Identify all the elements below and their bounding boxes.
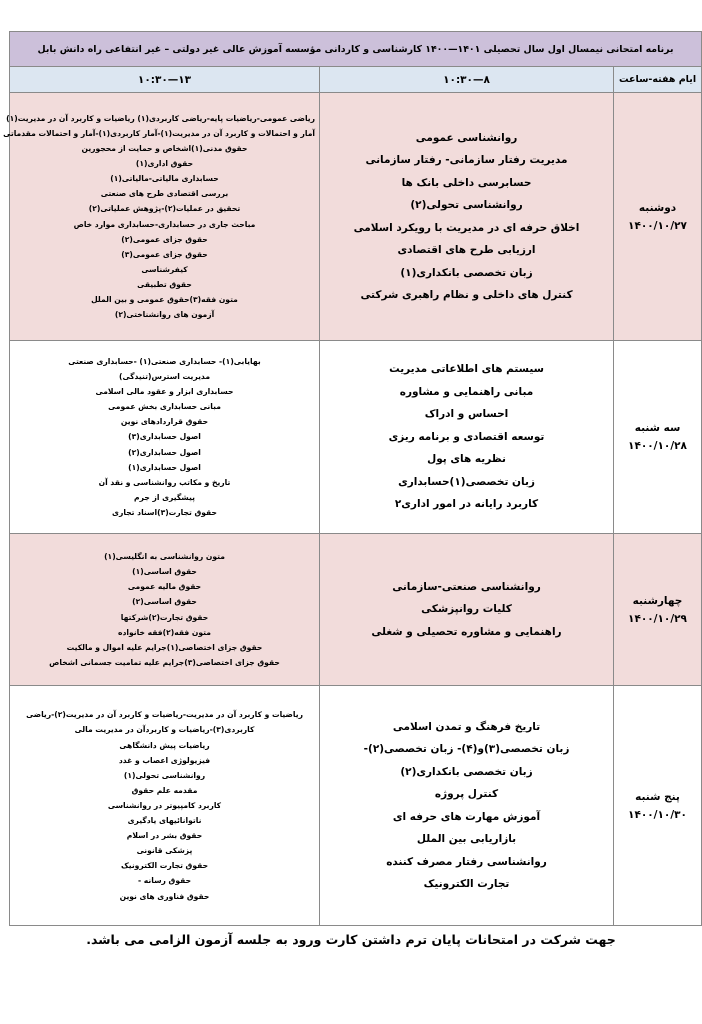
course-item: اصول حسابداری(۱) [128, 462, 201, 472]
course-item: اصول حسابداری(۲) [128, 447, 201, 457]
course-item: حقوق جزای عمومی(۲) [121, 234, 208, 244]
course-item: فیزیولوژی اعصاب و غدد [118, 755, 211, 765]
course-item: احساس و ادراک [424, 408, 509, 421]
course-item: روانشناسی رفتار مصرف کننده [386, 855, 547, 868]
schedule-row [10, 341, 702, 534]
course-item: زبان تخصصی(۱)حسابداری [398, 475, 535, 488]
course-item: ریاضی عمومی-ریاضیات پایه-ریاضی کاربردی(۱) ریاضیات و کاربرد آن در مدیریت(۱) [6, 113, 316, 123]
course-item: زبان تخصصی(۳)و(۴)- زبان تخصصی(۲)- [363, 743, 570, 755]
course-item: زبان تخصصی بانکداری(۲) [400, 765, 533, 778]
course-item: کنترل های داخلی و نظام راهبری شرکتی [360, 289, 573, 301]
course-item: حقوق تجارت(۲)شرکتها [120, 612, 209, 622]
day-cell [614, 686, 702, 926]
schedule-row [10, 686, 702, 926]
course-item: کاربرد رایانه در امور اداری۲ [394, 498, 539, 511]
day-date: ۱۴۰۰/۱۰/۳۰ [628, 808, 687, 821]
course-item: تحقیق در عملیات(۲)-پژوهش عملیاتی(۲) [88, 204, 241, 214]
course-item: آموزش مهارت های حرفه ای [392, 810, 541, 823]
course-item: روانشناسی تحولی(۲) [410, 199, 523, 211]
schedule-row [10, 534, 702, 686]
exam-schedule-table [3, 31, 702, 926]
course-item: مقدمه علم حقوق [131, 785, 198, 795]
course-item: مبانی حسابداری بخش عمومی [108, 402, 221, 412]
course-item: تجارت الکترونیک [423, 878, 510, 890]
noon-exams-cell [10, 341, 320, 534]
noon-exams-cell [3, 93, 320, 341]
morning-exams-cell [320, 93, 614, 341]
course-item: کنترل پروژه [434, 788, 499, 800]
course-item: متون فقه(۲)فقه خانواده [118, 627, 211, 637]
course-item: حقوق اداری(۱) [135, 159, 194, 169]
course-item: راهنمایی و مشاوره تحصیلی و شغلی [371, 625, 562, 638]
course-item: حقوق جزای عمومی(۳) [121, 249, 208, 259]
course-item: زبان تخصصی بانکداری(۱) [400, 266, 533, 279]
day-date: ۱۴۰۰/۱۰/۲۷ [628, 219, 687, 232]
course-item: متون روانشناسی به انگلیسی(۱) [104, 552, 225, 562]
course-item: مدیریت استرس(تنیدگی) [118, 372, 211, 382]
day-cell [614, 341, 702, 534]
course-item: تاریخ فرهنگ و تمدن اسلامی [392, 720, 541, 733]
course-item: توسعه اقتصادی و برنامه ریزی [388, 430, 545, 443]
day-cell [614, 93, 702, 341]
course-item: کاربرد کامپیوتر در روانشناسی [107, 800, 222, 810]
course-item: حقوق اساسی(۱) [132, 567, 197, 577]
morning-exams-cell [320, 341, 614, 534]
schedule-title: برنامه امتحانی نیمسال اول سال تحصیلی ۱۴۰۱—۱۴۰۰ کارشناسی و کاردانی مؤسسه آموزش عالی غیر دولتی – غیر انتفاعی راه دانش بابل [10, 32, 702, 67]
course-item: بهایابی(۱)- حسابداری صنعتی(۱) -حسابداری صنعتی [68, 356, 261, 366]
course-item: حقوق تجارت(۳)اسناد تجاری [112, 507, 217, 517]
course-item: حسابداری ابزار و عقود مالی اسلامی [95, 387, 234, 397]
course-item: مباحث جاری در حسابداری-حسابداری موارد خاص [73, 219, 256, 229]
course-item: تاریخ و مکاتب روانشناسی و نقد آن [98, 477, 231, 487]
day-name: سه شنبه [634, 422, 681, 434]
course-item: بازاریابی بین الملل [416, 833, 517, 845]
course-item: مدیریت رفتار سازمانی- رفتار سازمانی [365, 154, 568, 166]
course-item: حقوق جزای اختصاصی(۱)جرایم علیه اموال و مالکیت [66, 642, 263, 652]
course-item: روانشناسی صنعتی-سازمانی [392, 580, 541, 593]
course-item: کاربردی(۳)-ریاضیات و کاربردآن در مدیریت مالی [74, 725, 255, 735]
morning-exams-cell [320, 686, 614, 926]
course-item: حسابداری مالیاتی-مالیاتی(۱) [110, 174, 219, 184]
course-item: آمار و احتمالات و کاربرد آن در مدیریت(۱)-آمار کاربردی(۱)-آمار و احتمالات مقدماتی [3, 128, 316, 138]
course-item: اخلاق حرفه ای در مدیریت با رویکرد اسلامی [353, 221, 580, 234]
header-slot-morning: ۸—۱۰:۳۰ [320, 67, 614, 93]
course-item: بررسی اقتصادی طرح های صنعتی [100, 189, 229, 199]
course-item: روانشناسی عمومی [415, 131, 518, 144]
noon-exams-cell [10, 686, 320, 926]
course-item: متون فقه(۳)حقوق عمومی و بین الملل [91, 294, 238, 304]
day-name: چهارشنبه [632, 594, 683, 607]
course-item: حقوق تجارت الکترونیک [120, 861, 209, 871]
course-item: آزمون های روانشناختی(۲) [114, 310, 215, 320]
course-item: حقوق اساسی(۲) [132, 597, 197, 607]
header-day-time: ایام هفته-ساعت [614, 67, 702, 93]
course-item: حقوق بشر در اسلام [126, 831, 203, 841]
course-item: حقوق تطبیقی [137, 279, 192, 289]
course-item: پیشگیری از جرم [134, 492, 195, 502]
course-item: مبانی راهنمایی و مشاوره [399, 385, 534, 398]
course-item: روانشناسی تحولی(۱) [123, 770, 206, 780]
course-item: ریاضیات پیش دانشگاهی [119, 740, 210, 750]
footer-note: جهت شرکت در امتحانات پایان ترم داشتن کارت ورود به جلسه آزمون الزامی می باشد. [86, 932, 616, 947]
course-item: پزشکی قانونی [136, 846, 193, 856]
course-item: حقوق مالیه عمومی [127, 582, 202, 592]
day-date: ۱۴۰۰/۱۰/۲۸ [628, 440, 687, 452]
day-name: دوشنبه [638, 201, 677, 214]
day-name: پنج شنبه [635, 790, 680, 803]
course-item: حقوق رسانه - [137, 876, 192, 886]
noon-exams-cell [10, 534, 320, 686]
course-item: کیفرشناسی [141, 264, 188, 274]
course-item: حقوق مدنی(۱)اشخاص و حمایت از محجورین [81, 144, 248, 154]
morning-exams-cell [320, 534, 614, 686]
course-item: نظریه های پول [427, 453, 506, 466]
course-item: کلیات روانپزشکی [421, 603, 512, 616]
course-item: حقوق فناوری های نوین [119, 891, 210, 901]
course-item: حقوق قراردادهای نوین [120, 417, 209, 427]
course-item: ارزیابی طرح های اقتصادی [397, 244, 536, 256]
course-item: حسابرسی داخلی بانک ها [401, 176, 532, 189]
course-item: سیستم های اطلاعاتی مدیریت [389, 363, 544, 376]
course-item: حقوق جزای اختصاصی(۳)جرایم علیه تمامیت جسمانی اشخاص [49, 657, 280, 667]
course-item: اصول حسابداری(۳) [128, 432, 201, 442]
header-slot-noon: ۱۳—۱۰:۳۰ [10, 67, 320, 93]
course-item: ریاضیات و کاربرد آن در مدیریت-ریاضیات و کاربرد آن در مدیریت(۲)-ریاضی [26, 710, 303, 720]
day-cell [614, 534, 702, 686]
day-date: ۱۴۰۰/۱۰/۲۹ [628, 612, 687, 625]
course-item: ناتوانائیهای یادگیری [127, 816, 202, 826]
schedule-row [10, 93, 702, 341]
